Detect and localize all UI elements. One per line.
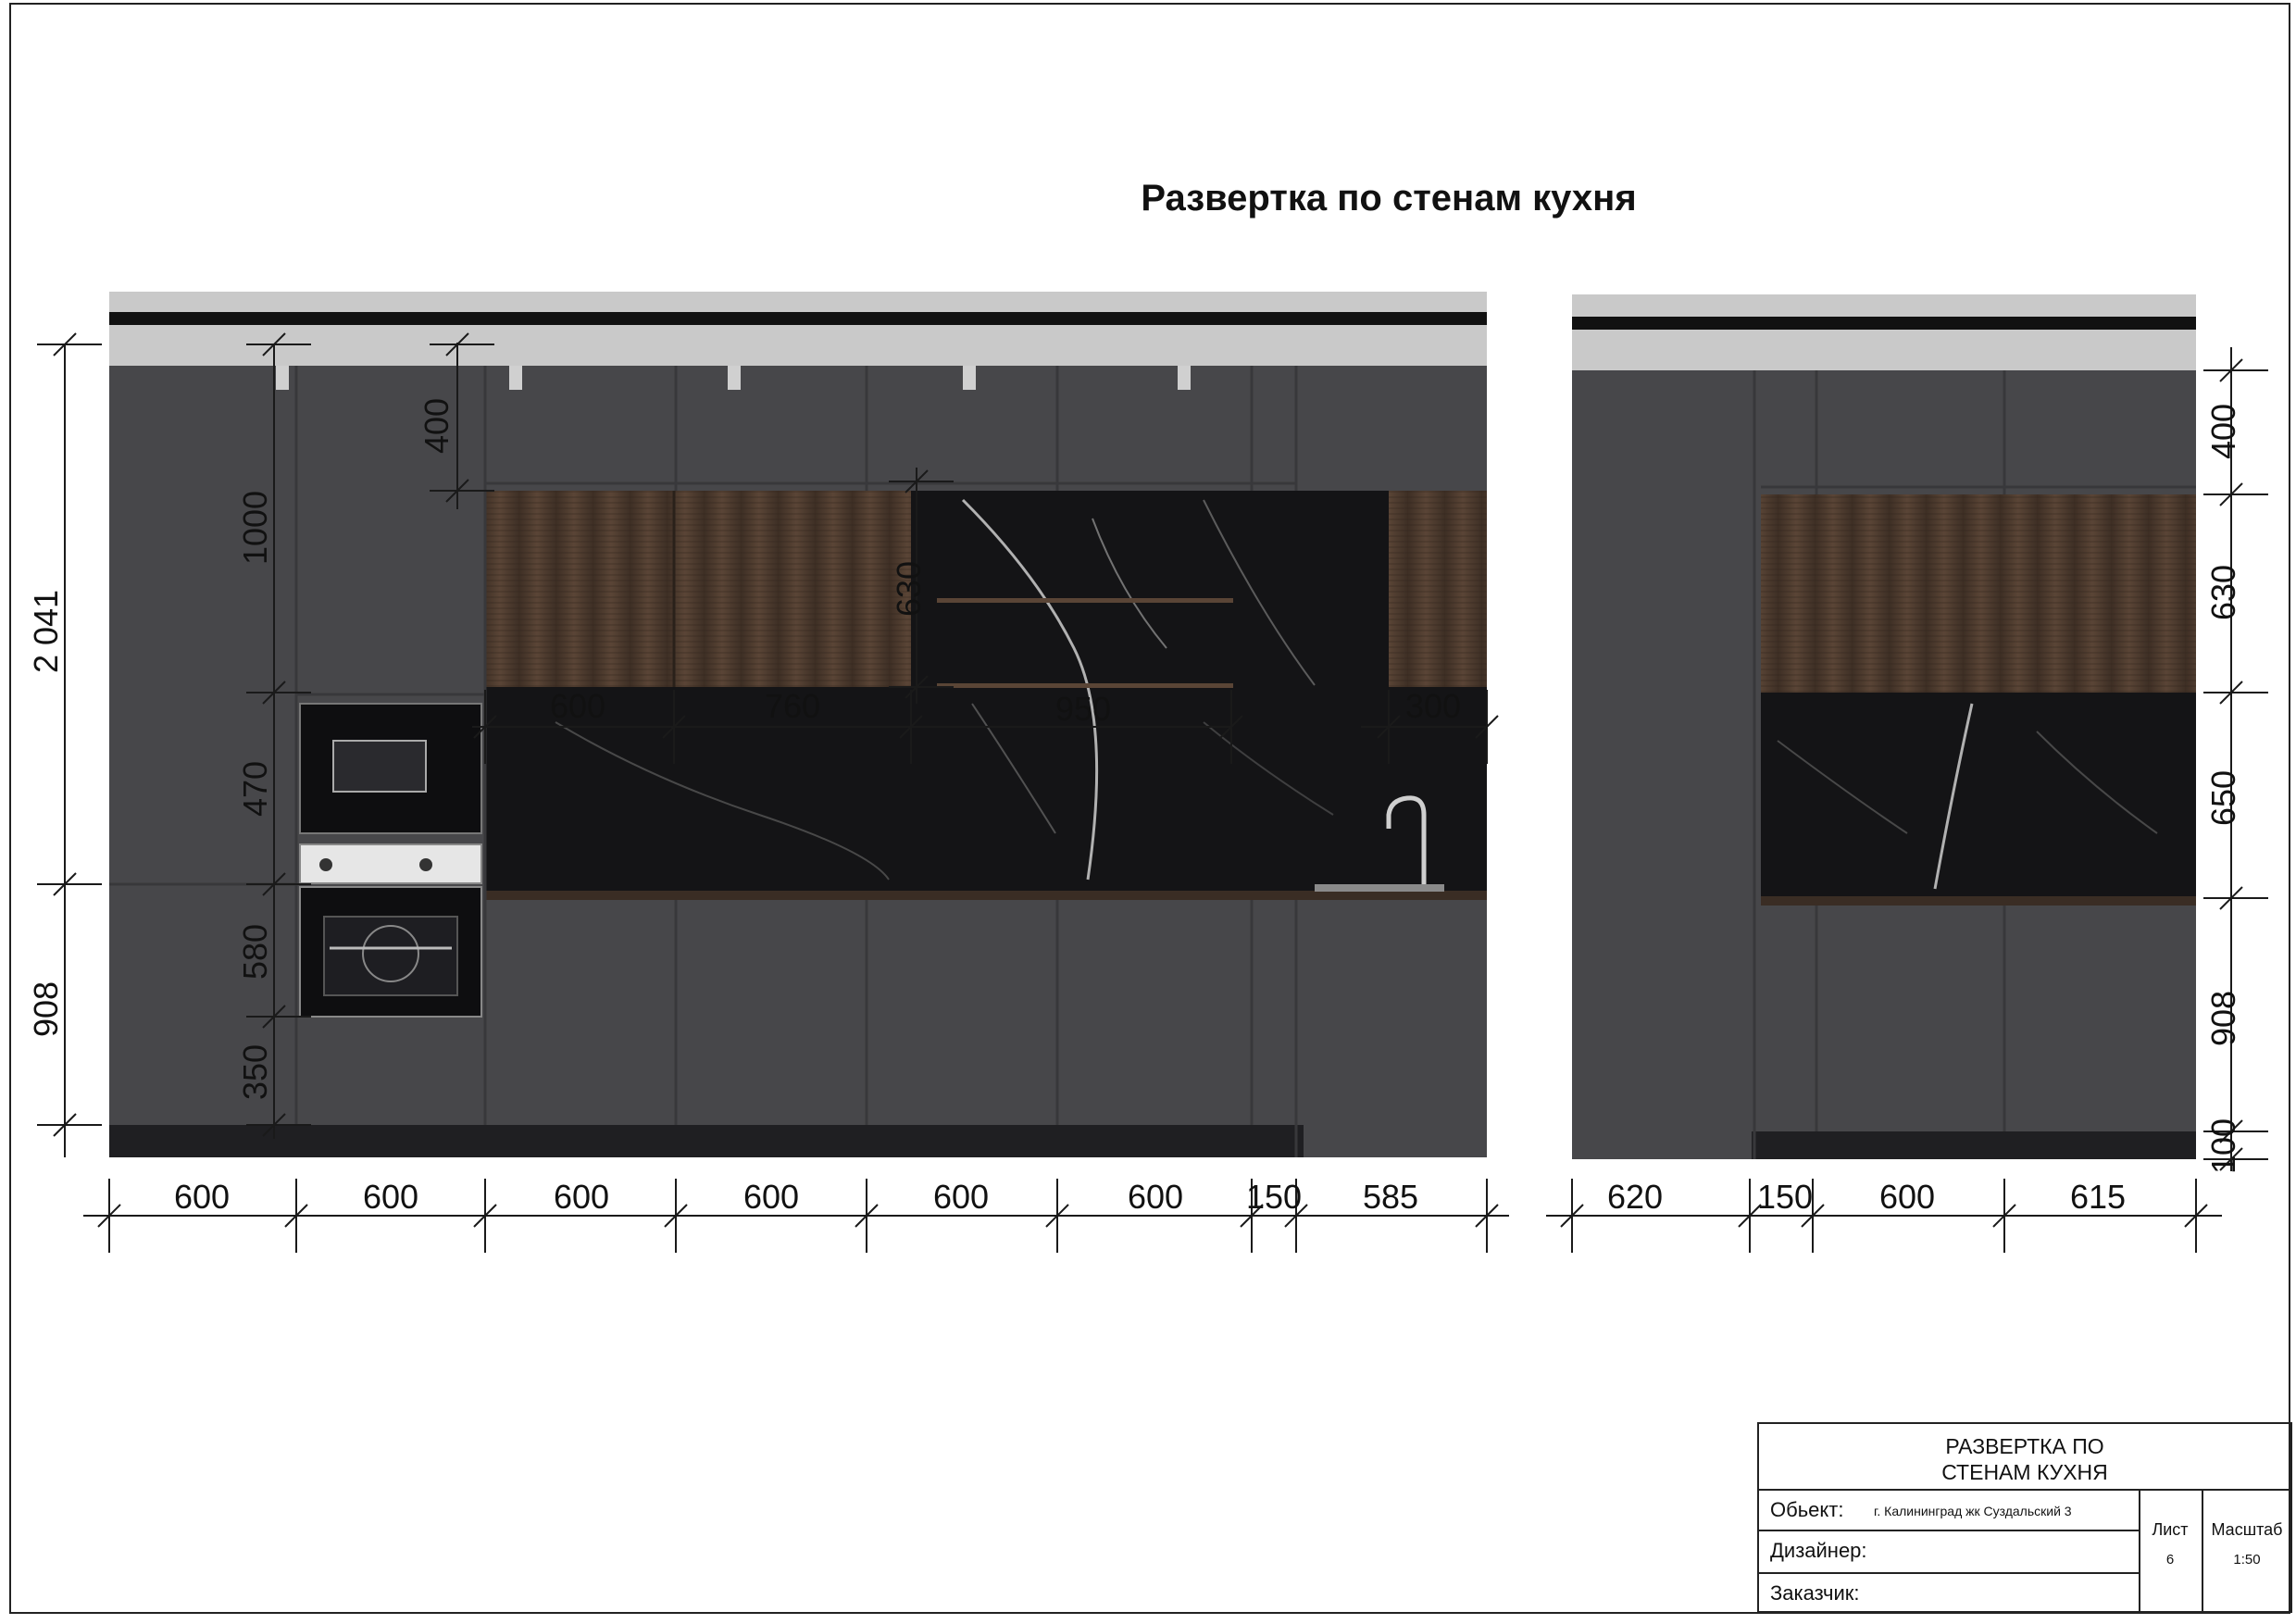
dim-label: 300 [1404, 687, 1462, 725]
dim-label: 950 [1054, 690, 1112, 728]
dim-label: 400 [2204, 403, 2242, 460]
dim-label: 760 [764, 687, 821, 725]
ceiling-stripe [109, 312, 1487, 325]
oven [300, 844, 481, 1017]
countertop [485, 891, 1487, 900]
designer-label: Дизайнер: [1770, 1539, 1867, 1562]
title-block-heading [1759, 1433, 2290, 1485]
wood-upper-fronts [485, 491, 911, 687]
dim-label: 630 [2204, 564, 2242, 621]
dim-label: 585 [1362, 1178, 1419, 1216]
dim-label: 600 [173, 1178, 231, 1216]
page-title: Развертка по стенам кухня [1141, 178, 1637, 219]
dim-label: 600 [362, 1178, 419, 1216]
dim-label: 600 [1878, 1178, 1936, 1216]
title-block-divider [2202, 1489, 2203, 1611]
marble-backsplash [485, 687, 1487, 891]
customer-label: Заказчик: [1770, 1581, 1860, 1605]
title-block-line: СТЕНАМ КУХНЯ [1941, 1460, 2108, 1484]
dim-label: 150 [1756, 1178, 1814, 1216]
dim-label: 400 [418, 397, 455, 455]
title-block-line: РАЗВЕРТКА ПО [1945, 1434, 2104, 1458]
dim-label: 630 [890, 560, 928, 618]
scale-label: Масштаб [2211, 1520, 2283, 1539]
dim-label: 908 [27, 981, 65, 1038]
title-block-divider [2139, 1489, 2140, 1611]
title-block-row [1759, 1572, 2139, 1574]
dim-label: 650 [2204, 769, 2242, 827]
dim-label: 615 [2069, 1178, 2127, 1216]
dim-label: 470 [236, 760, 274, 818]
dim-label: 2 041 [27, 589, 65, 674]
dim-label: 620 [1606, 1178, 1664, 1216]
title-block-row [1759, 1489, 2290, 1491]
dim-label: 350 [236, 1043, 274, 1101]
wood-side-front [1389, 491, 1487, 687]
right-wall-elevation [1572, 294, 2196, 1159]
dim-label: 600 [549, 687, 606, 725]
title-block [1757, 1422, 2292, 1613]
dim-label: 600 [742, 1178, 800, 1216]
ceiling-band-right [1572, 294, 2196, 370]
dim-label: 600 [932, 1178, 990, 1216]
marble-backsplash-right [1761, 693, 2196, 898]
ceiling-band [109, 292, 1487, 366]
plinth [109, 1125, 1304, 1157]
dim-label: 1000 [236, 490, 274, 566]
wood-upper-fronts-right [1761, 494, 2196, 693]
object-value: г. Калининград жк Суздальский 3 [1874, 1504, 2072, 1518]
sheet-label: Лист [2152, 1520, 2189, 1539]
object-label: Обьект: [1770, 1498, 1844, 1521]
microwave [300, 704, 481, 833]
title-block-row [1759, 1530, 2139, 1531]
dim-label: 100 [2204, 1118, 2242, 1175]
dim-label: 600 [1127, 1178, 1184, 1216]
dim-label: 150 [1245, 1178, 1303, 1216]
dim-label: 580 [236, 923, 274, 981]
sheet-value: 6 [2165, 1552, 2175, 1568]
scale-value: 1:50 [2233, 1552, 2261, 1568]
dim-label: 908 [2204, 990, 2242, 1047]
dim-label: 600 [553, 1178, 610, 1216]
